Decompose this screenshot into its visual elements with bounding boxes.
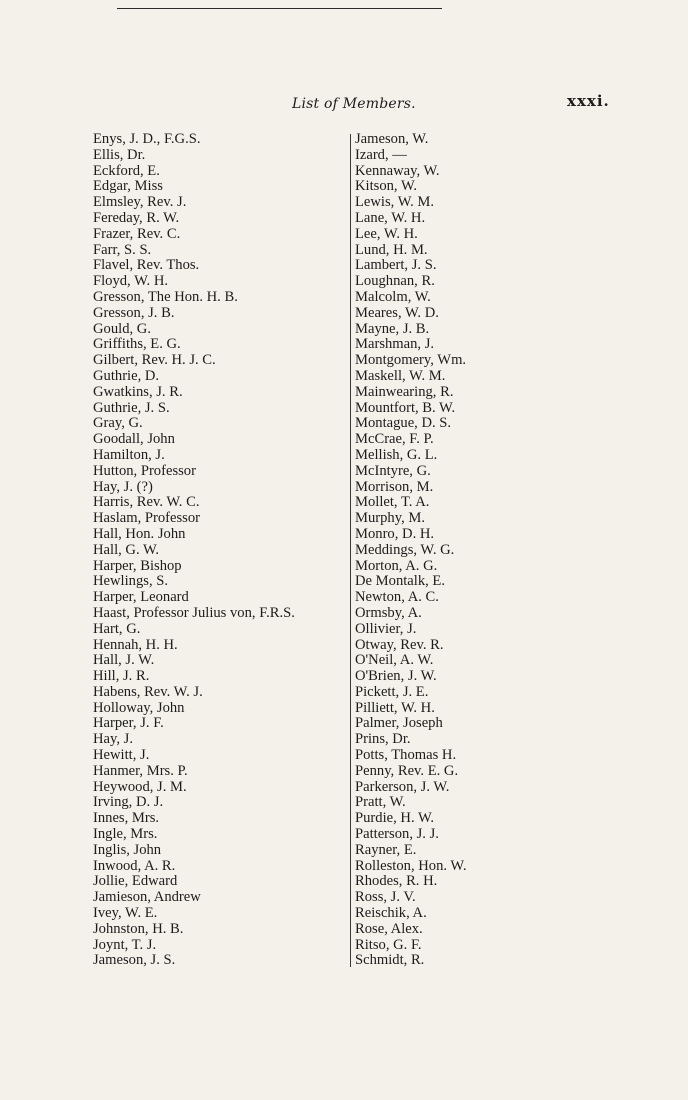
member-entry: Lane, W. H. <box>355 209 426 226</box>
member-entry: Jamieson, Andrew <box>93 889 201 906</box>
member-entry: Hart, G. <box>93 620 141 637</box>
member-entry: Reischik, A. <box>355 905 427 922</box>
member-entry: Harper, Leonard <box>93 589 189 606</box>
member-entry: Fereday, R. W. <box>93 209 180 226</box>
member-entry: Mayne, J. B. <box>355 320 430 337</box>
member-entry: Enys, J. D., F.G.S. <box>93 131 201 147</box>
member-entry: Hall, G. W. <box>93 541 160 558</box>
member-entry: Elmsley, Rev. J. <box>93 194 187 211</box>
member-entry: Mellish, G. L. <box>355 446 438 463</box>
member-entry: Gresson, J. B. <box>93 304 175 321</box>
member-entry: Loughnan, R. <box>355 273 435 290</box>
member-entry: Jollie, Edward <box>93 873 178 890</box>
member-entry: Rose, Alex. <box>355 920 423 937</box>
member-entry: Ivey, W. E. <box>93 905 158 922</box>
member-entry: McCrae, F. P. <box>355 431 434 448</box>
member-entry: Rolleston, Hon. W. <box>355 857 467 874</box>
member-entry: Malcolm, W. <box>355 288 431 305</box>
member-entry: Palmer, Joseph <box>355 715 443 732</box>
top-rule <box>117 8 442 9</box>
member-entry: Ingle, Mrs. <box>93 826 158 843</box>
member-entry: Goodall, John <box>93 431 175 448</box>
member-entry: Marshman, J. <box>355 336 435 353</box>
member-entry: Lee, W. H. <box>355 225 418 242</box>
member-entry: Gresson, The Hon. H. B. <box>93 288 238 305</box>
member-list-left-column <box>93 132 295 969</box>
member-entry: Rhodes, R. H. <box>355 873 438 890</box>
member-entry: Inglis, John <box>93 841 162 858</box>
member-entry: McIntyre, G. <box>355 462 431 479</box>
member-entry: Potts, Thomas H. <box>355 747 457 764</box>
member-entry: Hay, J. (?) <box>93 478 153 495</box>
member-entry: Eckford, E. <box>93 162 160 179</box>
member-entry: Morton, A. G. <box>355 557 438 574</box>
member-entry: Hennah, H. H. <box>93 636 178 653</box>
member-entry: Gilbert, Rev. H. J. C. <box>93 352 216 369</box>
member-entry: Penny, Rev. E. G. <box>355 762 459 779</box>
member-entry: O'Neil, A. W. <box>355 652 434 669</box>
member-entry: Hall, Hon. John <box>93 525 186 542</box>
member-entry: Mollet, T. A. <box>355 494 430 511</box>
member-entry: Hewitt, J. <box>93 747 150 764</box>
member-entry: Gwatkins, J. R. <box>93 383 183 400</box>
member-entry: Otway, Rev. R. <box>355 636 444 653</box>
member-entry: Flavel, Rev. Thos. <box>93 257 200 274</box>
member-entry: Hill, J. R. <box>93 668 150 685</box>
member-entry: Kennaway, W. <box>355 162 440 179</box>
page-number: xxxi. <box>567 92 610 110</box>
member-entry: Hall, J. W. <box>93 652 155 669</box>
member-entry: Rayner, E. <box>355 841 417 858</box>
member-entry: Irving, D. J. <box>93 794 164 811</box>
member-entry: Lewis, W. M. <box>355 194 435 211</box>
member-entry: Ross, J. V. <box>355 889 416 906</box>
member-entry: Johnston, H. B. <box>93 920 184 937</box>
member-entry: Joynt, T. J. <box>93 936 157 953</box>
member-entry: Guthrie, D. <box>93 367 160 384</box>
member-entry: Murphy, M. <box>355 510 425 527</box>
member-entry: Ormsby, A. <box>355 604 422 621</box>
member-entry: Schmidt, R. <box>355 952 425 969</box>
member-entry: Harper, Bishop <box>93 557 182 574</box>
member-entry: Morrison, M. <box>355 478 434 495</box>
member-entry: Ellis, Dr. <box>93 146 146 163</box>
member-entry: Monro, D. H. <box>355 525 435 542</box>
member-entry: Kitson, W. <box>355 178 418 195</box>
member-entry: Izard, — <box>355 146 407 163</box>
running-head: List of Members. <box>292 96 416 112</box>
member-entry: Edgar, Miss <box>93 178 163 195</box>
member-entry: Guthrie, J. S. <box>93 399 170 416</box>
member-entry: Jameson, W. <box>355 131 429 147</box>
member-entry: Hutton, Professor <box>93 462 196 479</box>
member-entry: Mountfort, B. W. <box>355 399 456 416</box>
member-entry: Hewlings, S. <box>93 573 168 590</box>
member-entry: Hamilton, J. <box>93 446 165 463</box>
member-entry: Prins, Dr. <box>355 731 411 748</box>
member-entry: Inwood, A. R. <box>93 857 176 874</box>
member-entry: Griffiths, E. G. <box>93 336 181 353</box>
member-entry: Meddings, W. G. <box>355 541 455 558</box>
member-entry: Harris, Rev. W. C. <box>93 494 200 511</box>
member-entry: Lambert, J. S. <box>355 257 437 274</box>
member-entry: Parkerson, J. W. <box>355 778 450 795</box>
member-entry: Hay, J. <box>93 731 133 748</box>
member-entry: Pilliett, W. H. <box>355 699 435 716</box>
member-entry: Farr, S. S. <box>93 241 152 258</box>
member-entry: Innes, Mrs. <box>93 810 160 827</box>
member-entry: Newton, A. C. <box>355 589 439 606</box>
member-entry: Gray, G. <box>93 415 143 432</box>
member-entry: Mainwearing, R. <box>355 383 454 400</box>
member-entry: Montague, D. S. <box>355 415 452 432</box>
member-entry: Jameson, J. S. <box>93 952 176 969</box>
member-entry: Haast, Professor Julius von, F.R.S. <box>93 604 295 621</box>
member-entry: Frazer, Rev. C. <box>93 225 181 242</box>
member-entry: Pickett, J. E. <box>355 683 429 700</box>
member-entry: Montgomery, Wm. <box>355 352 467 369</box>
member-entry: O'Brien, J. W. <box>355 668 437 685</box>
member-entry: Ollivier, J. <box>355 620 417 637</box>
member-entry: Hanmer, Mrs. P. <box>93 762 188 779</box>
member-entry: Harper, J. F. <box>93 715 164 732</box>
member-entry: Holloway, John <box>93 699 185 716</box>
member-entry: Ritso, G. F. <box>355 936 422 953</box>
member-entry: Habens, Rev. W. J. <box>93 683 203 700</box>
member-entry: Floyd, W. H. <box>93 273 169 290</box>
member-entry: Pratt, W. <box>355 794 406 811</box>
member-entry: De Montalk, E. <box>355 573 445 590</box>
member-entry: Purdie, H. W. <box>355 810 435 827</box>
member-entry: Gould, G. <box>93 320 151 337</box>
member-entry: Haslam, Professor <box>93 510 201 527</box>
member-entry: Patterson, J. J. <box>355 826 439 843</box>
member-list-right-column <box>355 132 467 969</box>
member-entry: Meares, W. D. <box>355 304 439 321</box>
member-entry: Lund, H. M. <box>355 241 428 258</box>
member-entry: Heywood, J. M. <box>93 778 187 795</box>
member-entry: Maskell, W. M. <box>355 367 446 384</box>
